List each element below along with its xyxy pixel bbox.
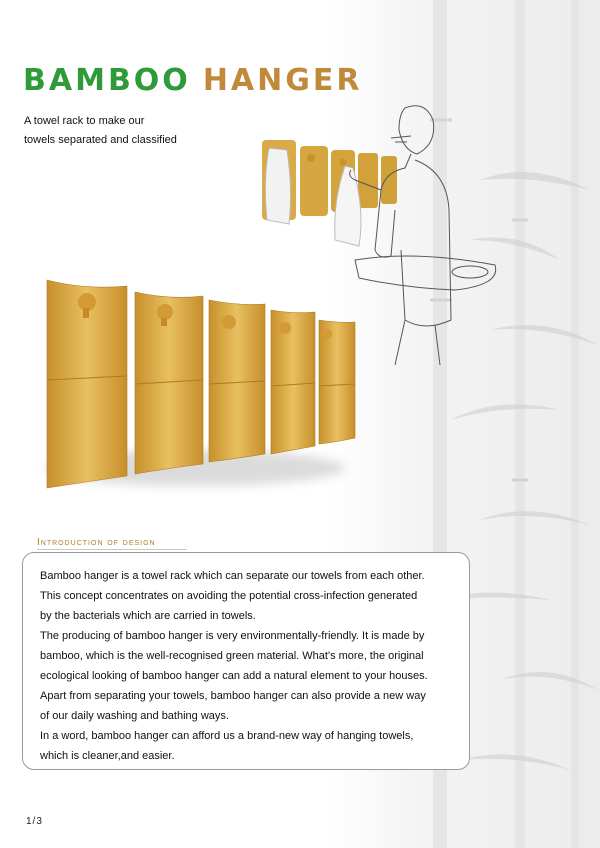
subtitle-line: A towel rack to make our	[24, 115, 145, 127]
hanger-panel	[47, 280, 127, 488]
description-line: Apart from separating your towels, bamboo hanger can also provide a new way	[40, 690, 426, 702]
description-text	[40, 566, 465, 766]
title-hanger: HANGER	[202, 63, 363, 98]
hanger-panel	[135, 292, 203, 474]
description-line: by the bacterials which are carried in towels.	[40, 610, 256, 622]
section-heading: Introduction of design	[37, 537, 156, 548]
description-line: The producing of bamboo hanger is very environmentally-friendly. It is made by	[40, 630, 425, 642]
description-line: Bamboo hanger is a towel rack which can separate our towels from each other.	[40, 570, 425, 582]
page-number: 1/3	[26, 816, 43, 827]
description-line: bamboo, which is the well-recognised green material. What's more, the original	[40, 650, 424, 662]
subtitle	[24, 112, 284, 150]
man-line-drawing	[350, 106, 496, 365]
title-bamboo: BAMBOO	[23, 63, 191, 98]
description-line: ecological looking of bamboo hanger can add a natural element to your houses.	[40, 670, 428, 682]
subtitle-line: towels separated and classified	[24, 134, 177, 146]
description-line: This concept concentrates on avoiding the potential cross-infection generated	[40, 590, 418, 602]
description-line: which is cleaner,and easier.	[40, 750, 175, 762]
white-towel-left	[265, 148, 290, 224]
hanger-panel	[271, 310, 315, 454]
section-divider	[37, 549, 187, 550]
hanger-panel	[319, 320, 355, 444]
description-line: of our daily washing and bathing ways.	[40, 710, 229, 722]
description-line: In a word, bamboo hanger can afford us a brand-new way of hanging towels,	[40, 730, 414, 742]
hanger-panel	[209, 300, 265, 462]
bamboo-hanger-product-render	[35, 268, 365, 498]
page-title	[23, 64, 362, 98]
